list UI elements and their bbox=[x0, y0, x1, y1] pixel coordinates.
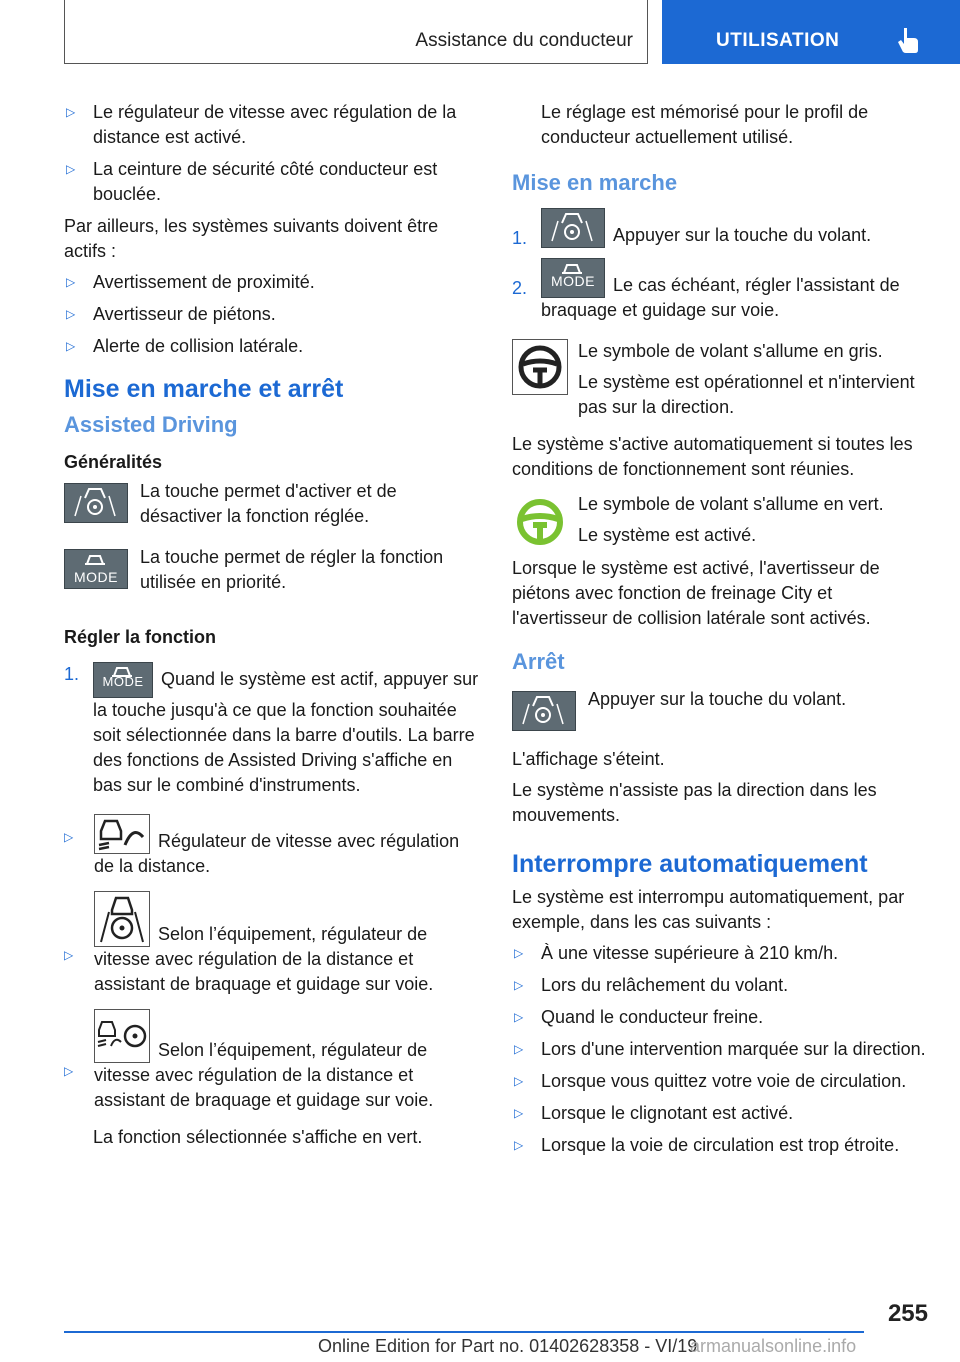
triangle-bullet-icon: ▷ bbox=[514, 1106, 524, 1120]
triangle-bullet-icon: ▷ bbox=[66, 339, 76, 353]
green-wheel-row bbox=[512, 492, 932, 548]
triangle-bullet-icon: ▷ bbox=[66, 275, 76, 289]
list-item: ▷ Avertissement de proximité. bbox=[64, 270, 480, 295]
acc-steering-icon bbox=[94, 1009, 150, 1063]
paragraph: La touche permet d'activer et de désactiver la fonction réglée. bbox=[140, 481, 397, 526]
paragraph: Appuyer sur la touche du volant. bbox=[588, 689, 847, 709]
hand-pointer-icon bbox=[894, 26, 922, 54]
paragraph: Par ailleurs, les systèmes suivants doivent être actifs : bbox=[64, 216, 439, 261]
assist-button-icon bbox=[64, 483, 128, 523]
list-item: ▷ Lorsque vous quittez votre voie de circulation. bbox=[512, 1069, 932, 1094]
acc-distance-icon bbox=[94, 814, 150, 854]
steering-wheel-grey-icon bbox=[512, 339, 568, 395]
watermark-text: armanualsonline.info bbox=[690, 1336, 857, 1356]
left-column bbox=[64, 100, 480, 1156]
running-header bbox=[64, 0, 648, 64]
triangle-bullet-icon: ▷ bbox=[66, 162, 76, 176]
step-1: 1. Appuyer sur la touche du volant. bbox=[512, 208, 932, 248]
footer-divider bbox=[64, 1331, 864, 1333]
section-title: Assistance du conducteur bbox=[415, 30, 633, 51]
triangle-bullet-icon: ▷ bbox=[64, 948, 74, 962]
lane-steering-icon bbox=[94, 891, 150, 947]
mode-button-row bbox=[64, 545, 480, 597]
list-item: ▷ Le régulateur de vitesse avec régulation de la distance est activé. bbox=[66, 102, 457, 147]
list-item: ▷ Lorsque la voie de circulation est trop étroite. bbox=[512, 1133, 932, 1158]
mode-button-icon: MODE bbox=[93, 662, 153, 698]
grey-wheel-row bbox=[512, 339, 932, 420]
chapter-title: UTILISATION bbox=[716, 30, 840, 51]
heading-set-function: Régler la fonction bbox=[64, 627, 217, 647]
heading-start-stop: Mise en marche et arrêt bbox=[64, 375, 344, 403]
step-number: 2. bbox=[512, 278, 528, 298]
triangle-bullet-icon: ▷ bbox=[64, 1064, 74, 1078]
paragraph: La fonction sélectionnée s'affiche en vert. bbox=[93, 1127, 423, 1147]
mode-button-icon: MODE bbox=[64, 549, 128, 589]
step-number: 1. bbox=[64, 664, 80, 684]
heading-interrupt: Interrompre automatiquement bbox=[512, 850, 868, 878]
paragraph: Le symbole de volant s'allume en vert. bbox=[578, 494, 884, 514]
page-number: 255 bbox=[887, 1300, 928, 1327]
triangle-bullet-icon: ▷ bbox=[514, 1074, 524, 1088]
off-button-row bbox=[512, 687, 932, 739]
paragraph: L'affichage s'éteint. bbox=[512, 749, 665, 769]
heading-general: Généralités bbox=[64, 452, 163, 472]
list-item: ▷ Lorsque le clignotant est activé. bbox=[512, 1101, 932, 1126]
assist-button-icon bbox=[541, 208, 605, 248]
triangle-bullet-icon: ▷ bbox=[514, 946, 524, 960]
paragraph: Le système s'active automatiquement si toutes les conditions de fonctionnement sont réunies. bbox=[512, 434, 913, 479]
heading-switch-off: Arrêt bbox=[512, 649, 565, 674]
heading-switch-on: Mise en marche bbox=[512, 170, 678, 195]
step-1: 1. MODE Quand le système est actif, appuyer sur la touche jusqu'à ce que la fonction souhaitée soit sélectionnée dans la barre d'outils. La barre des fonctions de Assisted Driving s'affiche en bas sur le combiné d'instruments. bbox=[64, 664, 479, 795]
triangle-bullet-icon: ▷ bbox=[514, 1042, 524, 1056]
list-item: ▷ À une vitesse supérieure à 210 km/h. bbox=[512, 941, 932, 966]
triangle-bullet-icon: ▷ bbox=[64, 830, 74, 844]
list-item: ▷ Quand le conducteur freine. bbox=[512, 1005, 932, 1030]
step-2: 2. MODE Le cas échéant, régler l'assistant de braquage et guidage sur voie. bbox=[512, 258, 932, 323]
paragraph: La touche permet de régler la fonction utilisée en priorité. bbox=[140, 547, 444, 592]
paragraph: Le système est opérationnel et n'intervient pas sur la direction. bbox=[578, 372, 915, 417]
list-item: ▷ Régulateur de vitesse avec régulation de la distance. bbox=[64, 814, 480, 879]
triangle-bullet-icon: ▷ bbox=[514, 978, 524, 992]
triangle-bullet-icon: ▷ bbox=[514, 1010, 524, 1024]
triangle-bullet-icon: ▷ bbox=[514, 1138, 524, 1152]
list-item: ▷ Alerte de collision latérale. bbox=[64, 334, 480, 359]
paragraph: Le réglage est mémorisé pour le profil de conducteur actuellement utilisé. bbox=[541, 102, 869, 147]
paragraph: Le système est interrompu automatiquement, par exemple, dans les cas suivants : bbox=[512, 887, 905, 932]
paragraph: Le système n'assiste pas la direction dans les mouvements. bbox=[512, 780, 877, 825]
triangle-bullet-icon: ▷ bbox=[66, 307, 76, 321]
triangle-bullet-icon: ▷ bbox=[66, 105, 76, 119]
paragraph: Le symbole de volant s'allume en gris. bbox=[578, 341, 883, 361]
steering-wheel-green-icon bbox=[512, 494, 568, 555]
assist-button-icon bbox=[512, 691, 576, 731]
list-item: ▷ La ceinture de sécurité côté conducteur est bouclée. bbox=[66, 159, 438, 204]
list-item: ▷ Avertisseur de piétons. bbox=[64, 302, 480, 327]
paragraph: Le système est activé. bbox=[578, 525, 757, 545]
list-item: ▷ Selon l’équipement, régulateur de vitesse avec régulation de la distance et assistant de braquage et guidage sur voie. bbox=[64, 891, 480, 997]
paragraph: Lorsque le système est activé, l'avertisseur de piétons avec fonction de freinage City et l'avertisseur de collision latérale sont activés. bbox=[512, 558, 880, 628]
list-item: ▷ Selon l’équipement, régulateur de vitesse avec régulation de la distance et assistant de braquage et guidage sur voie. bbox=[64, 1009, 480, 1113]
heading-assisted-driving: Assisted Driving bbox=[64, 412, 238, 437]
assist-button-row bbox=[64, 479, 480, 531]
chapter-tab bbox=[662, 0, 960, 64]
edition-text: Online Edition for Part no. 01402628358 - VI/19 bbox=[318, 1336, 698, 1356]
list-item: ▷ Lors du relâchement du volant. bbox=[512, 973, 932, 998]
right-column bbox=[512, 100, 932, 1165]
step-number: 1. bbox=[512, 228, 528, 248]
mode-button-icon: MODE bbox=[541, 258, 605, 298]
list-item: ▷ Lors d'une intervention marquée sur la direction. bbox=[512, 1037, 932, 1062]
